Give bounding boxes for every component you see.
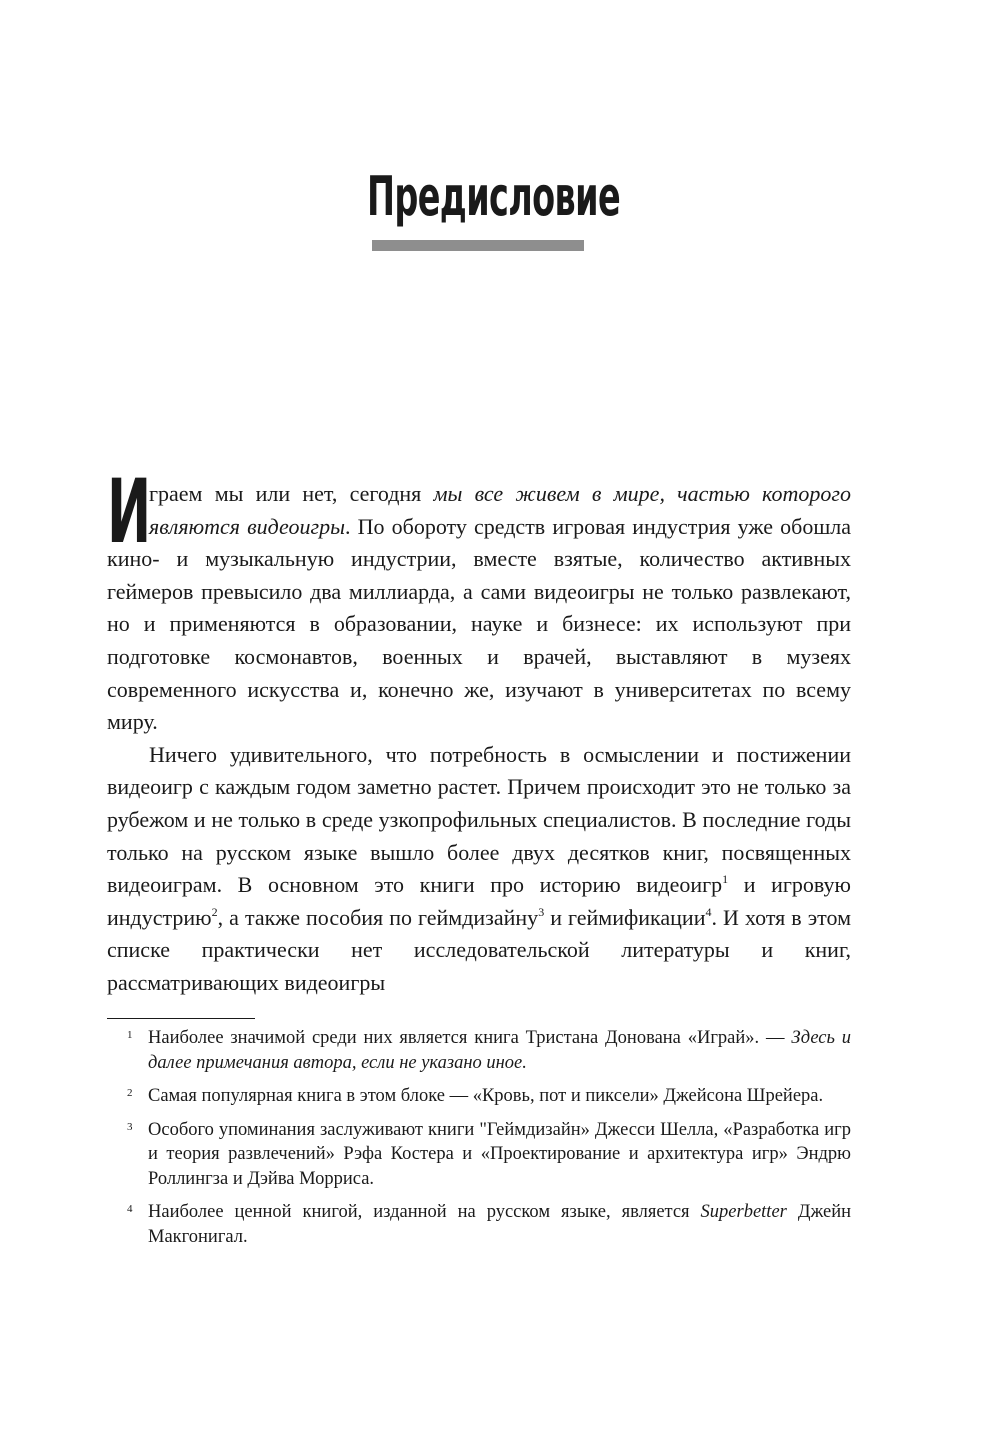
paragraph-2	[107, 739, 851, 1000]
footnote-ref-1[interactable]: 1	[722, 872, 729, 887]
paragraph-1-text-a: граем мы или нет, сегодня	[149, 481, 434, 506]
paragraph-2-text-e: . И хотя в этом списке практически нет исследовательской литературы и книг, рассматривающих видеоигры	[107, 904, 851, 995]
footnote-1-italic: Здесь и далее примечания автора, если не указано иное.	[148, 1028, 851, 1073]
footnote-2	[107, 1084, 851, 1109]
footnote-3-number: 3	[127, 1120, 133, 1133]
footnote-4-italic: Superbetter	[700, 1202, 787, 1222]
drop-cap: И	[107, 460, 152, 563]
footnote-4-text-after: Джейн Макгонигал.	[148, 1202, 851, 1247]
footnote-4	[107, 1200, 851, 1249]
title-underline-bar	[372, 240, 584, 251]
footnote-2-text: Самая популярная книга в этом блоке — «Кровь, пот и пиксели» Джейсона Шрейера.	[148, 1086, 824, 1106]
footnote-ref-3[interactable]: 3	[538, 904, 545, 919]
body-text	[107, 460, 851, 1000]
paragraph-1-italic: мы все живем в мире, частью которого являются видеоигры	[149, 481, 851, 539]
footnote-4-number: 4	[127, 1203, 133, 1215]
footnote-3-text: Особого упоминания заслуживают книги "Геймдизайн» Джесси Шелла, «Разработка игр и теория развлечений» Рэфа Костера и «Проектирование и архитектура игр» Эндрю Роллингза и Дэйва Морриса.	[148, 1119, 851, 1189]
chapter-title: Предисловие	[366, 165, 621, 228]
footnote-ref-4[interactable]: 4	[705, 904, 712, 919]
footnote-4-text: Наиболее ценной книгой, изданной на русском языке, является	[148, 1202, 701, 1222]
footnote-1-number: 1	[127, 1029, 133, 1041]
paragraph-2-text-a: Ничего удивительного, что потребность в осмыслении и постижении видеоигр с каждым годом заметно растет. Причем происходит это не только за рубежом и не только в среде узкопрофильных специалистов. В последние годы только на русском языке вышло более двух десятков книг, посвященных видеоиграм. В основном это книги про историю видеоигр	[107, 741, 851, 898]
paragraph-1-text-b: . По обороту средств игровая индустрия уже обошла кино- и музыкальную индустрии, вместе взятые, количество активных геймеров превысило два миллиарда, а сами видеоигры не только развлекают, но и применяются в образовании, науке и бизнесе: их используют при подготовке космонавтов, военных и врачей, выставляют в музеях современного искусства и, конечно же, изучают в университетах по всему миру.	[107, 513, 851, 735]
footnote-separator	[107, 1018, 255, 1019]
footnotes	[107, 1026, 851, 1258]
paragraph-2-text-c: , а также пособия по геймдизайну	[217, 904, 539, 930]
paragraph-1	[107, 460, 851, 739]
footnote-1-text: Наиболее значимой среди них является книга Тристана Донована «Играй». —	[148, 1028, 792, 1048]
footnote-3	[107, 1118, 851, 1192]
paragraph-2-text-d: и геймификации	[544, 904, 706, 930]
footnote-2-number: 2	[127, 1087, 133, 1099]
footnote-ref-2[interactable]: 2	[211, 904, 218, 919]
footnote-1	[107, 1026, 851, 1075]
paragraph-2-text-b: и игровую индустрию	[107, 872, 851, 930]
